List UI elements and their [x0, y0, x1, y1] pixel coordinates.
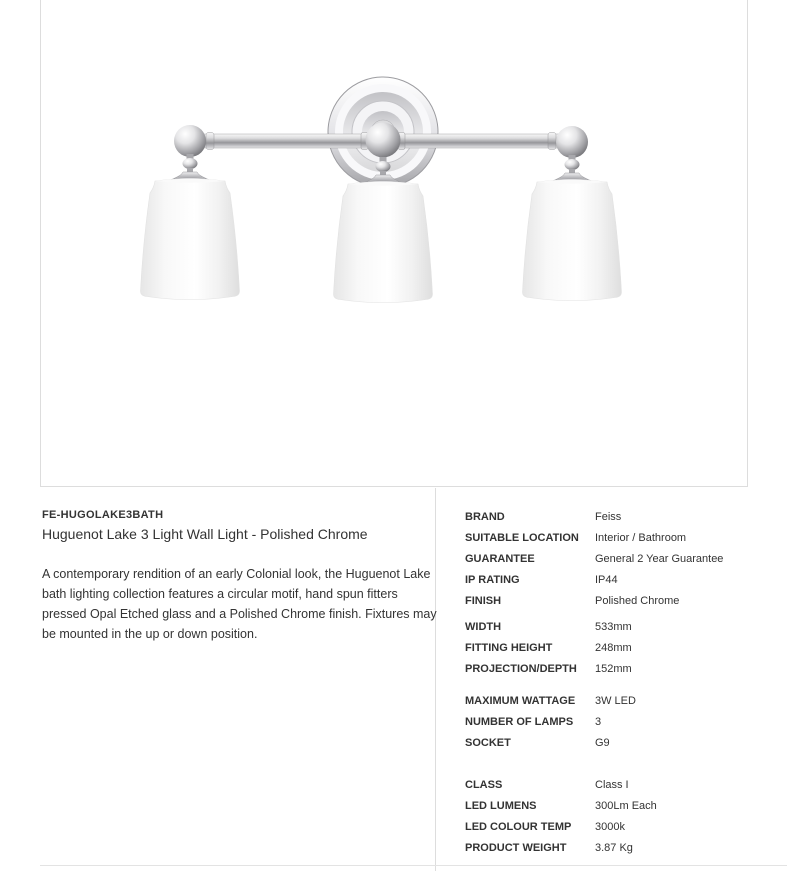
spec-value: 3W LED [595, 694, 636, 707]
spec-row [465, 527, 775, 548]
spec-label: NUMBER OF LAMPS [465, 715, 574, 728]
spec-label: LED COLOUR TEMP [465, 820, 572, 833]
bottom-divider [40, 865, 787, 866]
spec-group [465, 506, 775, 611]
product-description: A contemporary rendition of an early Colonial look, the Huguenot Lake bath lighting collection features a circular motif, hand spun fitters pressed Opal Etched glass and a Polished Chrome finish. Fixtures may be mounted in the up or down position. [42, 567, 437, 641]
spec-row [465, 837, 775, 858]
center-hub [366, 123, 401, 158]
spec-label: SUITABLE LOCATION [465, 531, 579, 544]
finial-left [174, 125, 206, 157]
spec-value: 152mm [595, 662, 632, 675]
spec-value: IP44 [595, 573, 618, 586]
spec-label: PRODUCT WEIGHT [465, 841, 567, 854]
spec-value: 248mm [595, 641, 632, 654]
spec-value: Polished Chrome [595, 594, 680, 607]
spec-row [465, 732, 775, 753]
product-info [42, 509, 439, 644]
spec-row [465, 711, 775, 732]
spec-label: BRAND [465, 510, 505, 523]
product-title: Huguenot Lake 3 Light Wall Light - Polished Chrome [42, 526, 368, 542]
spec-row [465, 795, 775, 816]
spec-value: General 2 Year Guarantee [595, 552, 724, 565]
spec-row [465, 658, 775, 679]
spec-row [465, 569, 775, 590]
spec-label: CLASS [465, 778, 503, 791]
spec-label: SOCKET [465, 736, 511, 749]
spec-value: 3.87 Kg [595, 841, 633, 854]
spec-value: 3 [595, 715, 602, 728]
spec-row [465, 548, 775, 569]
product-code: FE-HUGOLAKE3BATH [42, 509, 164, 521]
spec-label: FINISH [465, 594, 502, 607]
spec-label: PROJECTION/DEPTH [465, 662, 577, 675]
spec-row [465, 816, 775, 837]
spec-value: 533mm [595, 620, 632, 633]
spec-table [465, 506, 775, 858]
product-image [40, 0, 747, 486]
spec-value: Class I [595, 778, 629, 791]
spec-group [465, 616, 775, 679]
spec-row [465, 774, 775, 795]
spec-value: 3000k [595, 820, 625, 833]
spec-label: GUARANTEE [465, 552, 535, 565]
spec-row [465, 616, 775, 637]
spec-row [465, 690, 775, 711]
spec-value: G9 [595, 736, 610, 749]
finial-right [556, 126, 588, 158]
spec-row [465, 590, 775, 611]
spec-label: IP RATING [465, 573, 520, 586]
spec-group [465, 774, 775, 858]
spec-label: LED LUMENS [465, 799, 537, 812]
spec-label: WIDTH [465, 620, 502, 633]
spec-value: Feiss [595, 510, 622, 523]
spec-label: MAXIMUM WATTAGE [465, 694, 576, 707]
spec-row [465, 506, 775, 527]
spec-value: Interior / Bathroom [595, 531, 687, 544]
spec-label: FITTING HEIGHT [465, 641, 553, 654]
spec-value: 300Lm Each [595, 799, 657, 812]
spec-row [465, 637, 775, 658]
spec-group [465, 690, 775, 753]
